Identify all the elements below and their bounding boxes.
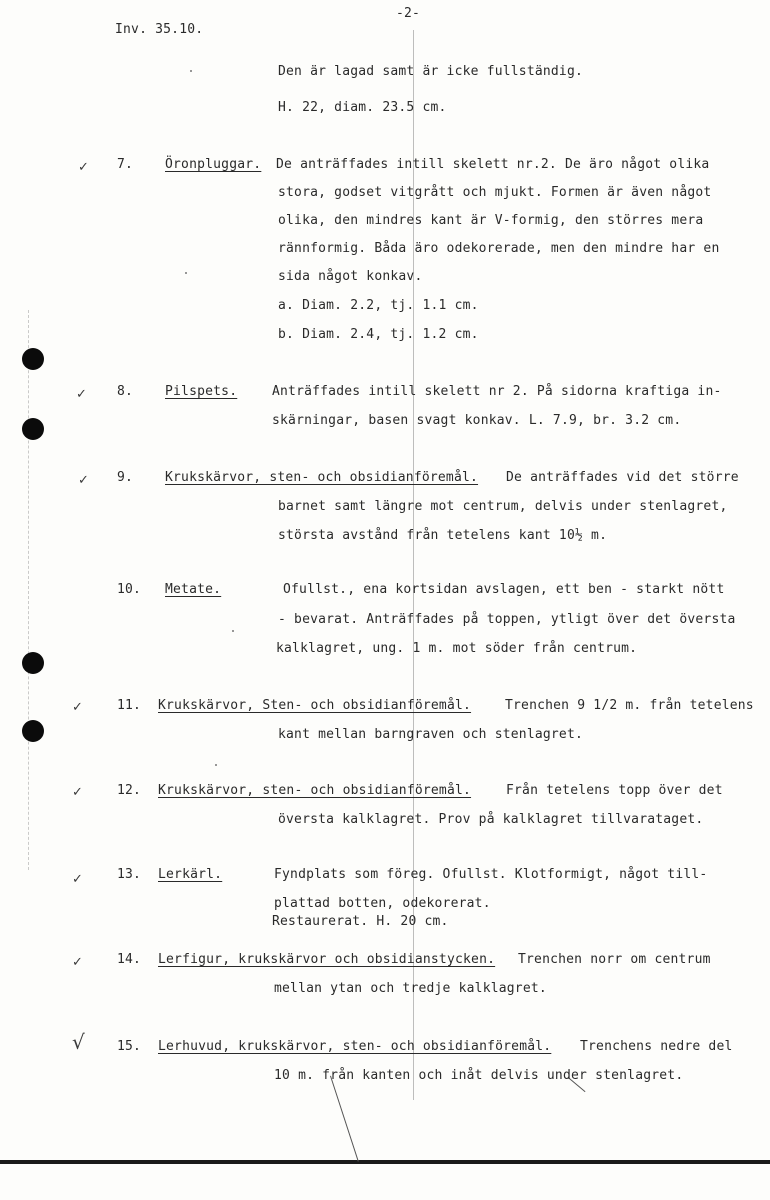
item-line: Från tetelens topp över det (506, 783, 723, 798)
item-line: - bevarat. Anträffades på toppen, ytligt över det översta (278, 612, 736, 627)
ink-speck (215, 764, 217, 766)
item-number: 7. (117, 157, 134, 172)
item-number: 14. (117, 952, 142, 967)
item-title: Krukskärvor, Sten- och obsidianföremål. (158, 698, 472, 713)
item-number: 10. (117, 582, 142, 597)
item-line: Anträffades intill skelett nr 2. På sidorna kraftiga in- (272, 384, 722, 399)
item-number: 13. (117, 867, 142, 882)
item-line: mellan ytan och tredje kalklagret. (274, 981, 547, 996)
item-line: kant mellan barngraven och stenlagret. (278, 727, 584, 742)
item-line: stora, godset vitgrått och mjukt. Formen är även något (278, 185, 712, 200)
ink-speck (190, 70, 192, 72)
punch-hole-icon (22, 720, 44, 742)
item-number: 12. (117, 783, 142, 798)
item-line: Ofullst., ena kortsidan avslagen, ett ben - starkt nött (283, 582, 725, 597)
intro-line: H. 22, diam. 23.5 cm. (278, 100, 447, 115)
item-number: 9. (117, 470, 134, 485)
item-line: De anträffades vid det större (506, 470, 739, 485)
ink-speck (185, 272, 187, 274)
item-line: Fyndplats som föreg. Ofullst. Klotformigt, något till- (274, 867, 708, 882)
punch-hole-icon (22, 418, 44, 440)
item-line: barnet samt längre mot centrum, delvis under stenlagret, (278, 499, 728, 514)
item-title: Krukskärvor, sten- och obsidianföremål. (158, 783, 472, 798)
item-line: a. Diam. 2.2, tj. 1.1 cm. (278, 298, 479, 313)
item-line: största avstånd från tetelens kant 10½ m. (278, 528, 608, 543)
item-line: Trenchen 9 1/2 m. från tetelens (505, 698, 754, 713)
item-line: De anträffades intill skelett nr.2. De äro något olika (276, 157, 710, 172)
checkmark-icon: ✓ (72, 955, 83, 970)
item-title: Lerfigur, krukskärvor och obsidianstycken. (158, 952, 496, 967)
item-line: sida något konkav. (278, 269, 423, 284)
bottom-edge-bar (0, 1160, 770, 1164)
checkmark-icon: ✓ (72, 700, 83, 715)
pencil-stroke (330, 1076, 359, 1162)
item-line: översta kalklagret. Prov på kalklagret tillvarataget. (278, 812, 704, 827)
ink-speck (232, 630, 234, 632)
inventory-number: Inv. 35.10. (115, 22, 204, 37)
margin-line (28, 310, 30, 870)
item-line: Trenchens nedre del (580, 1039, 733, 1054)
item-line: Restaurerat. H. 20 cm. (272, 914, 449, 929)
item-title: Öronpluggar. (165, 157, 262, 172)
item-title: Krukskärvor, sten- och obsidianföremål. (165, 470, 479, 485)
checkmark-icon: ✓ (78, 160, 89, 175)
item-line: plattad botten, odekorerat. (274, 896, 491, 911)
item-line: b. Diam. 2.4, tj. 1.2 cm. (278, 327, 479, 342)
punch-hole-icon (22, 348, 44, 370)
item-line: Trenchen norr om centrum (518, 952, 711, 967)
item-title: Pilspets. (165, 384, 238, 399)
page-number: -2- (396, 6, 421, 21)
item-title: Lerkärl. (158, 867, 223, 882)
item-line: skärningar, basen svagt konkav. L. 7.9, br. 3.2 cm. (272, 413, 682, 428)
checkmark-icon: ✓ (72, 872, 83, 887)
item-number: 15. (117, 1039, 142, 1054)
item-line: 10 m. från kanten och inåt delvis under stenlagret. (274, 1068, 684, 1083)
checkmark-icon: ✓ (76, 387, 87, 402)
item-line: kalklagret, ung. 1 m. mot söder från centrum. (276, 641, 638, 656)
checkmark-icon: √ (72, 1030, 85, 1054)
item-number: 11. (117, 698, 142, 713)
item-title: Metate. (165, 582, 222, 597)
item-line: olika, den mindres kant är V-formig, den störres mera (278, 213, 704, 228)
intro-line: Den är lagad samt är icke fullständig. (278, 64, 584, 79)
punch-hole-icon (22, 652, 44, 674)
item-line: rännformig. Båda äro odekorerade, men den mindre har en (278, 241, 720, 256)
item-title: Lerhuvud, krukskärvor, sten- och obsidianföremål. (158, 1039, 552, 1054)
item-number: 8. (117, 384, 134, 399)
checkmark-icon: ✓ (78, 473, 89, 488)
checkmark-icon: ✓ (72, 785, 83, 800)
